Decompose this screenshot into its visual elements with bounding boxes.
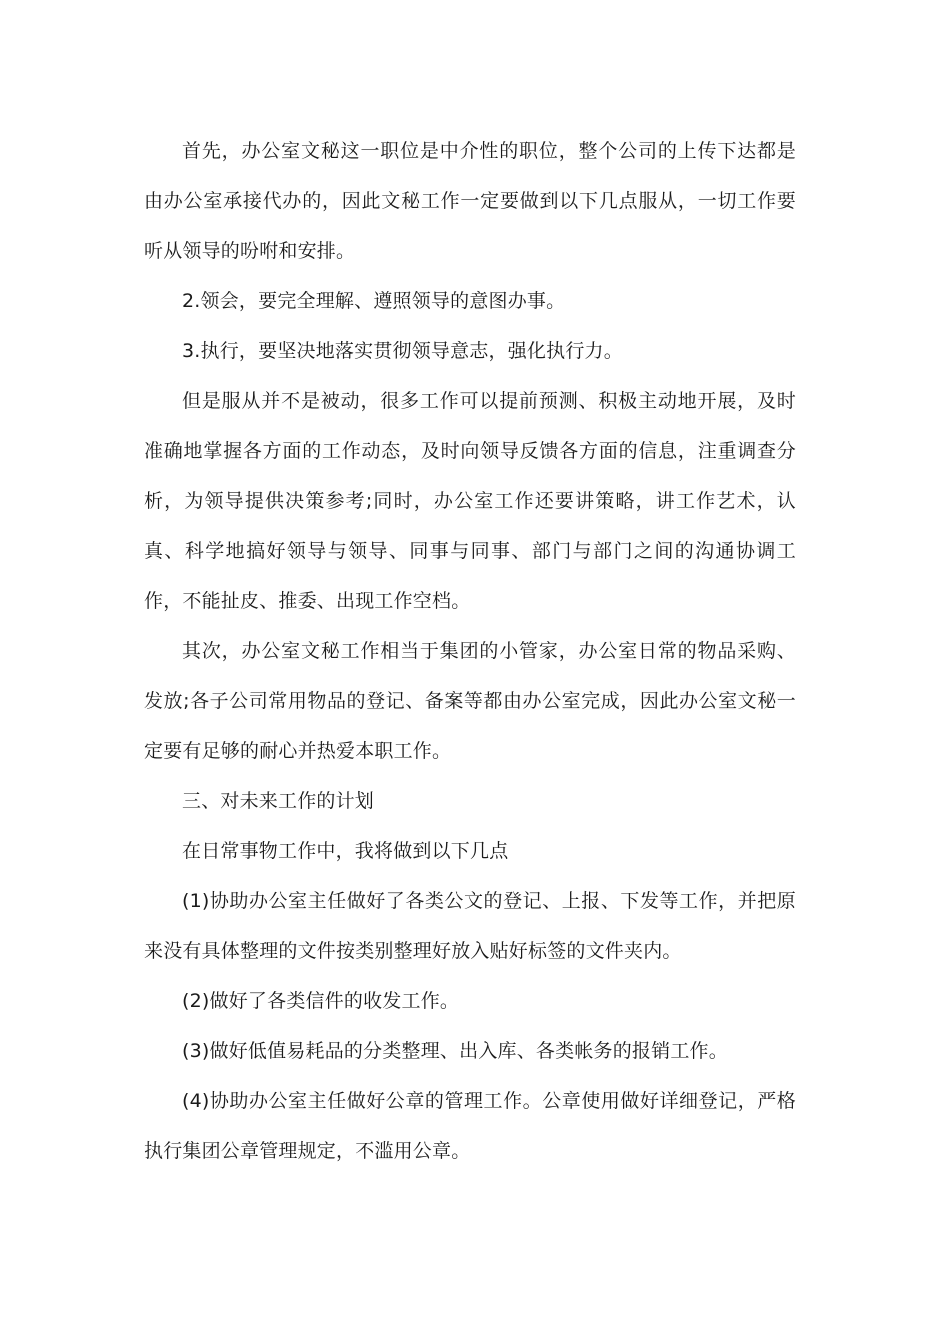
paragraph: 首先，办公室文秘这一职位是中介性的职位，整个公司的上传下达都是由办公室承接代办的，因此文秘工作一定要做到以下几点服从，一切工作要听从领导的吩咐和安排。 — [144, 140, 796, 262]
document-body — [144, 126, 796, 1176]
paragraph: 3.执行，要坚决地落实贯彻领导意志，强化执行力。 — [182, 340, 623, 362]
list-item: (3)做好低值易耗品的分类整理、出入库、各类帐务的报销工作。 — [182, 1040, 728, 1062]
section-heading: 三、对未来工作的计划 — [182, 790, 375, 812]
paragraph: 其次，办公室文秘工作相当于集团的小管家，办公室日常的物品采购、发放;各子公司常用物品的登记、备案等都由办公室完成，因此办公室文秘一定要有足够的耐心并热爱本职工作。 — [144, 640, 796, 762]
list-item: (2)做好了各类信件的收发工作。 — [182, 990, 460, 1012]
paragraph: 但是服从并不是被动，很多工作可以提前预测、积极主动地开展，及时准确地掌握各方面的工作动态，及时向领导反馈各方面的信息，注重调查分析，为领导提供决策参考;同时，办公室工作还要讲策略，讲工作艺术，认真、科学地搞好领导与领导、同事与同事、部门与部门之间的沟通协调工作，不能扯皮、推委、出现工作空档。 — [144, 390, 796, 612]
list-item: (1)协助办公室主任做好了各类公文的登记、上报、下发等工作，并把原来没有具体整理的文件按类别整理好放入贴好标签的文件夹内。 — [144, 890, 796, 962]
list-item: (4)协助办公室主任做好公章的管理工作。公章使用做好详细登记，严格执行集团公章管理规定，不滥用公章。 — [144, 1090, 796, 1162]
paragraph: 2.领会，要完全理解、遵照领导的意图办事。 — [182, 290, 566, 312]
paragraph: 在日常事物工作中，我将做到以下几点 — [182, 840, 509, 862]
